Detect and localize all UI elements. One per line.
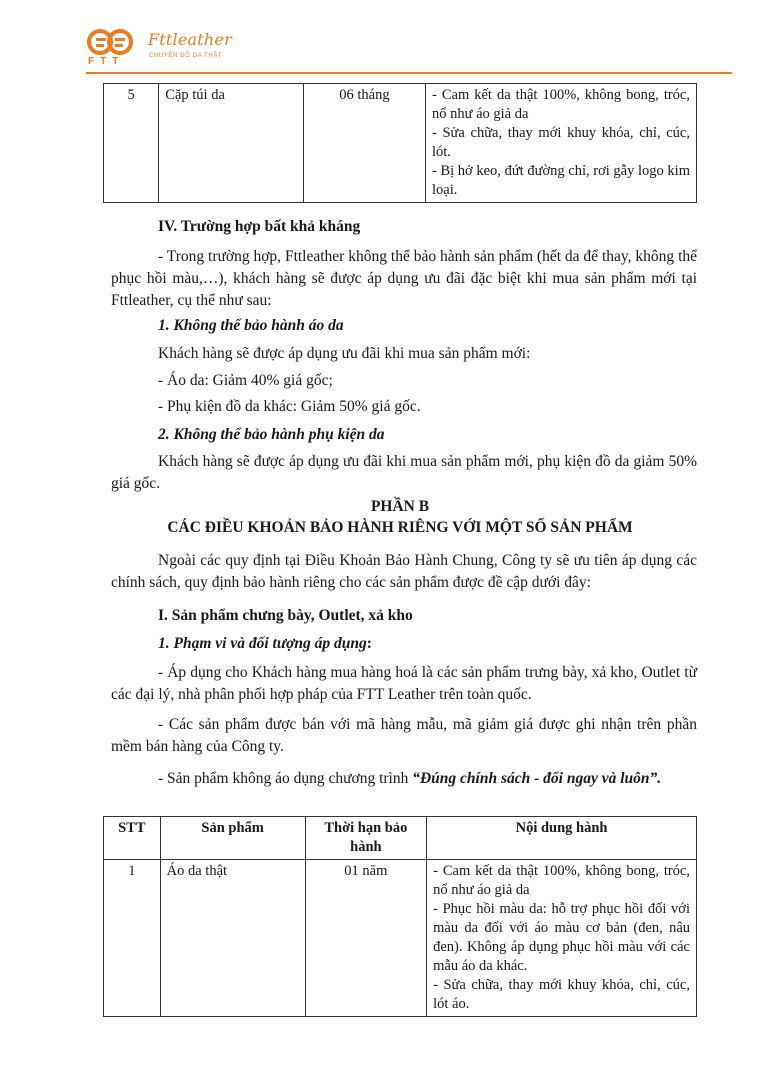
page-header: [86, 22, 746, 78]
part-title: PHẦN B: [370, 498, 430, 515]
note-line: - Sửa chữa, thay mới khuy khóa, chỉ, cúc, lót áo.: [433, 977, 690, 1012]
program-name: “Đúng chính sách - đổi ngay và luôn”.: [412, 770, 662, 787]
table-header-row: [104, 817, 697, 860]
paragraph: Khách hàng sẽ được áp dụng ưu đãi khi mua sản phẩm mới:: [158, 345, 531, 362]
note-line: - Cam kết da thật 100%, không bong, tróc, nổ như áo giả da: [433, 863, 690, 898]
table-cell-notes: [427, 860, 697, 1017]
header-stt: STT: [104, 817, 161, 860]
paragraph-text: - Sản phẩm không áo dụng chương trình: [158, 770, 413, 787]
note-line: - Sửa chữa, thay mới khuy khóa, chỉ, cúc, lót.: [431, 125, 690, 160]
list-item: - Phụ kiện đồ da khác: Giảm 50% giá gốc.: [158, 398, 421, 415]
brand-tagline: CHUYÊN ĐỒ DA THẬT: [149, 53, 223, 59]
subsection-heading-colon: :: [366, 635, 372, 652]
section-heading: I. Sản phẩm chưng bày, Outlet, xả kho: [158, 607, 413, 624]
note-line: - Phục hồi màu da: hỗ trợ phục hồi đối với màu da đối với áo màu cơ bản (đen, nâu đen). Không áp dụng phục hồi màu với các mẫu áo da khác.: [433, 901, 690, 974]
paragraph: - Áp dụng cho Khách hàng mua hàng hoá là các sản phẩm trưng bày, xả kho, Outlet từ các đại lý, nhà phân phối hợp pháp của FTT Leather trên toàn quốc.: [111, 664, 697, 703]
subsection-heading-text: 1. Phạm vi và đối tượng áp dụng: [158, 635, 367, 652]
table-cell-period: 06 tháng: [303, 84, 425, 203]
table-cell-period: 01 năm: [305, 860, 427, 1017]
subsection-heading: 2. Không thể bảo hành phụ kiện da: [158, 426, 385, 443]
table-cell-product: Áo da thật: [160, 860, 305, 1017]
table-cell-stt: 5: [104, 84, 159, 203]
paragraph: Khách hàng sẽ được áp dụng ưu đãi khi mua sản phẩm mới, phụ kiện đồ da giảm 50% giá gốc.: [111, 453, 697, 492]
part-subtitle: CÁC ĐIỀU KHOẢN BẢO HÀNH RIÊNG VỚI MỘT SỐ SẢN PHẨM: [167, 519, 633, 536]
note-line: - Cam kết da thật 100%, không bong, tróc, nổ như áo giả da: [431, 87, 690, 122]
table-cell-product: Cặp túi da: [159, 84, 304, 203]
brand-name: Fttleather: [148, 30, 232, 49]
warranty-table: [103, 816, 697, 1017]
table-cell-notes: [425, 84, 696, 203]
header-period: Thời hạn bảo hành: [305, 817, 427, 860]
header-divider: [86, 72, 732, 74]
header-content: Nội dung hành: [427, 817, 697, 860]
list-item: - Áo da: Giảm 40% giá gốc;: [158, 372, 333, 389]
ftt-logo: [86, 28, 142, 70]
header-product: Sản phẩm: [160, 817, 305, 860]
paragraph: Ngoài các quy định tại Điều Khoản Bảo Hành Chung, Công ty sẽ ưu tiên áp dụng các chính sách, quy định bảo hành riêng cho các sản phẩm được đề cập dưới đây:: [111, 552, 697, 591]
section-heading: IV. Trường hợp bất khả kháng: [158, 218, 361, 235]
note-line: - Bị hở keo, đứt đường chỉ, rơi gẫy logo kim loại.: [431, 163, 690, 198]
subsection-heading: [158, 633, 372, 655]
paragraph: - Các sản phẩm được bán với mã hàng mẫu, mã giảm giá được ghi nhận trên phần mềm bán hàng của Công ty.: [111, 716, 697, 755]
warranty-table-continued: [103, 83, 697, 203]
paragraph: [111, 768, 697, 790]
logo-letters: FTT: [88, 56, 125, 67]
table-row: [104, 860, 697, 1017]
subsection-heading: 1. Không thể bảo hành áo da: [158, 317, 344, 334]
table-row: [104, 84, 697, 203]
paragraph: - Trong trường hợp, Fttleather không thể bảo hành sản phẩm (hết da để thay, không thể phục hồi màu,…), khách hàng sẽ được áp dụng ưu đãi đặc biệt khi mua sản phẩm mới tại Fttleather, cụ thể như sau:: [111, 248, 697, 309]
table-cell-stt: 1: [104, 860, 161, 1017]
